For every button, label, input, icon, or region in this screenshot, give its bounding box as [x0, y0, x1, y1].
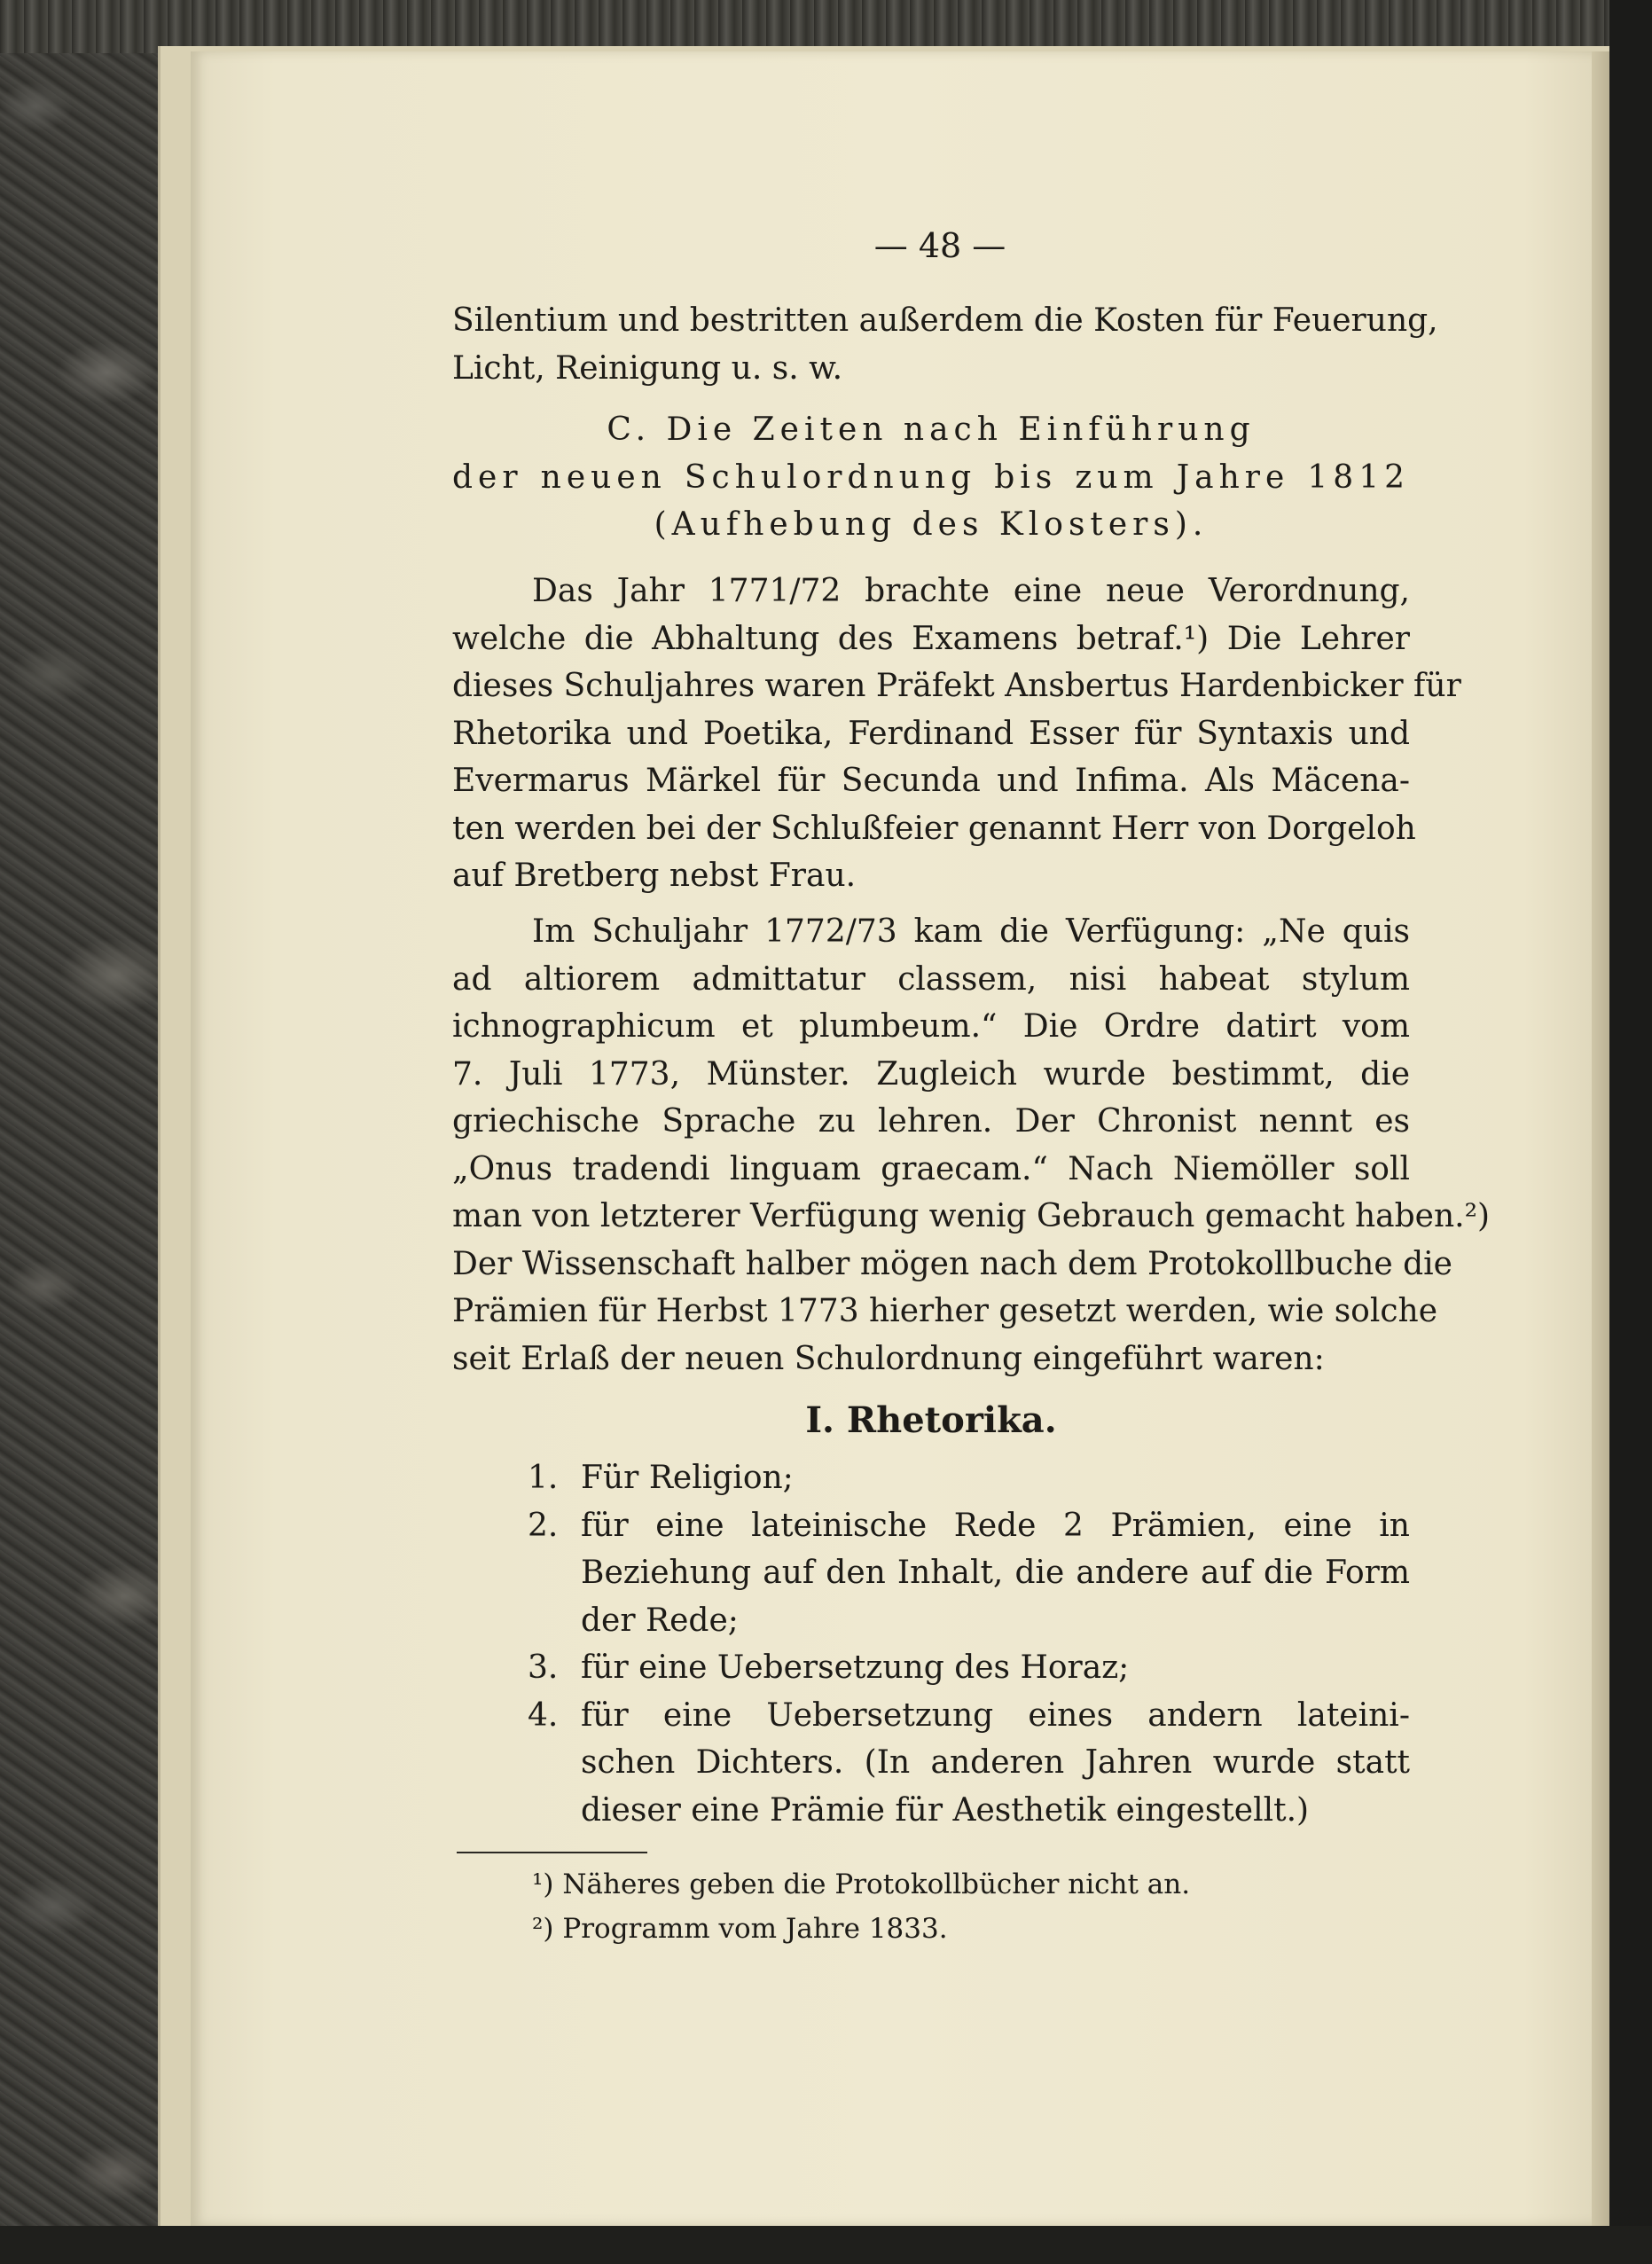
text-line: Das Jahr 1771/72 brachte eine neue Verordnung,	[532, 573, 1410, 609]
text-line: Im Schuljahr 1772/73 kam die Verfügung: „Ne quis	[532, 913, 1410, 950]
list-item-line: für eine Uebersetzung des Horaz;	[581, 1649, 1130, 1686]
footnotes	[532, 1862, 1410, 1951]
paragraph-3	[452, 908, 1491, 1383]
text-line: seit Erlaß der neuen Schulordnung eingeführt waren:	[452, 1340, 1325, 1377]
text-line: auf Bretberg nebst Frau.	[452, 858, 857, 894]
text-line: welche die Abhaltung des Examens betraf.¹) Die Lehrer	[452, 620, 1410, 657]
list-item	[528, 1502, 1410, 1645]
list-number: 4.	[528, 1696, 559, 1734]
footnote-2: ²) Programm vom Jahre 1833.	[532, 1913, 948, 1945]
bottom-background	[0, 2226, 1652, 2264]
text-line: Silentium und bestritten außerdem die Kosten für Feuerung,	[452, 302, 1438, 339]
list-item-line: für eine Uebersetzung eines andern lateini-	[581, 1696, 1410, 1734]
right-background	[1609, 0, 1652, 2264]
text-line: dieses Schuljahres waren Präfekt Ansbertus Hardenbicker für	[452, 668, 1461, 704]
list-number: 3.	[528, 1649, 559, 1686]
text-line: Prämien für Herbst 1773 hierher gesetzt werden, wie solche	[452, 1293, 1438, 1329]
text-line: „Onus tradendi linguam graecam.“ Nach Niemöller soll	[452, 1150, 1410, 1187]
subheading-rhetorika: I. Rhetorika.	[805, 1399, 1057, 1441]
text-line: Evermarus Märkel für Secunda und Infima. Als Mäcena-	[452, 763, 1410, 799]
paragraph-2	[452, 568, 1461, 900]
list-item-line: schen Dichters. (In anderen Jahren wurde statt	[581, 1744, 1410, 1781]
section-heading-line: (Aufhebung des Klosters).	[654, 506, 1209, 543]
list-item-line: der Rede;	[581, 1602, 739, 1639]
section-heading	[452, 406, 1410, 549]
text-line: man von letzterer Verfügung wenig Gebrauch gemacht haben.²)	[452, 1198, 1491, 1234]
list-item	[528, 1692, 1410, 1835]
page-number: — 48 —	[873, 226, 1006, 265]
list-number: 1.	[528, 1460, 559, 1496]
paragraph-1	[452, 297, 1438, 392]
text-line: Der Wissenschaft halber mögen nach dem Protokollbuche die	[452, 1245, 1452, 1282]
footnote-1: ¹) Näheres geben die Protokollbücher nicht an.	[532, 1868, 1191, 1900]
top-cover-edge	[0, 0, 1652, 53]
text-line: ad altiorem admittatur classem, nisi habeat stylum	[452, 960, 1410, 998]
list-item	[528, 1644, 1410, 1692]
list-item-line: Beziehung auf den Inhalt, die andere auf die Form	[581, 1555, 1410, 1591]
list-item	[528, 1454, 1410, 1502]
text-line: ten werden bei der Schlußfeier genannt Herr von Dorgeloh	[452, 810, 1416, 847]
marbled-cover-edge	[0, 0, 168, 2264]
page-gutter	[1592, 51, 1611, 2226]
footnote-divider	[457, 1852, 647, 1853]
list-number: 2.	[528, 1507, 559, 1544]
text-line: Rhetorika und Poetika, Ferdinand Esser für Syntaxis und	[452, 715, 1410, 752]
premium-list	[528, 1454, 1410, 1834]
text-line: Licht, Reinigung u. s. w.	[452, 349, 843, 387]
list-item-line: für eine lateinische Rede 2 Prämien, eine in	[581, 1507, 1410, 1544]
text-line: 7. Juli 1773, Münster. Zugleich wurde bestimmt, die	[452, 1055, 1410, 1093]
text-line: griechische Sprache zu lehren. Der Chronist nennt es	[452, 1103, 1410, 1140]
section-heading-line: C. Die Zeiten nach Einführung	[607, 411, 1256, 448]
list-item-line: dieser eine Prämie für Aesthetik eingestellt.)	[581, 1791, 1310, 1829]
list-item-line: Für Religion;	[581, 1460, 794, 1496]
text-line: ichnographicum et plumbeum.“ Die Ordre datirt vom	[452, 1008, 1410, 1045]
section-heading-line: der neuen Schulordnung bis zum Jahre 1812	[452, 458, 1410, 496]
